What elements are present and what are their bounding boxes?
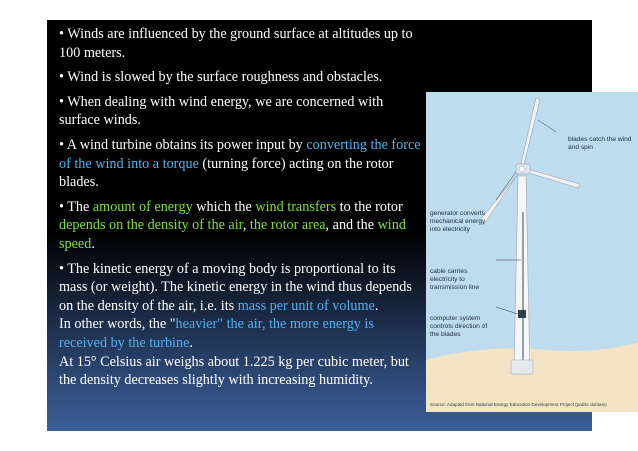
wind-turbine-figure [426,92,638,412]
bullet-4 [59,136,425,192]
tower [514,176,530,374]
bullet-text: . [91,235,95,252]
bullet-1 [59,25,425,62]
bullet-text: (turning force) acting on the rotor blades. [59,155,394,191]
bullet-text: • When dealing with wind energy, we are concerned with surface winds. [59,93,384,129]
leader-blades [538,120,556,132]
bullet-text: . [374,297,379,314]
tower-base [511,360,533,374]
bullet-text: amount of energy [92,198,193,215]
caption-computer: computer system controls direction of the blades [430,315,488,338]
bullet-text: • The kinetic energy of a moving body is proportional to its mass (or weight). The kinetic energy in the wind thus depends on the density of the air, i.e. its [59,260,412,314]
bullet-6 [59,260,425,390]
bullet-text: • Wind is slowed by the surface roughness and obstacles. [59,69,383,86]
bullet-text: the rotor area [249,217,326,234]
bullet-2 [59,68,425,87]
bullet-text: which the [192,198,256,215]
caption-generator: generator converts mechanical energy into electricity [430,210,486,233]
bullet-3 [59,93,425,130]
bullet-text: to the rotor [336,198,403,215]
bullet-text: depends on the density of the air [59,217,243,234]
figure-source: Source: Adapted from National Energy Education Development Project (public domain) [430,402,607,407]
bullet-text: In other words, the " [59,316,176,333]
slide [47,20,632,431]
leader-generator [496,172,516,200]
leader-computer [496,307,518,314]
bullet-text: , [242,217,250,234]
bullet-text: mass per unit of volume [237,297,375,314]
computer-box [518,310,526,318]
caption-blades: blades catch the wind and spin [568,136,632,151]
bullet-text: converting the force of the wind into a torque [59,136,421,172]
caption-cable: cable carries electricity to transmission line [430,268,480,291]
hub [519,166,525,172]
bullet-text: • The [59,198,93,215]
bullet-text: heavier" the air, the more energy is received by the turbine [59,316,374,351]
slide-text [59,25,425,396]
bullet-text: . [189,334,193,351]
blade-right [524,168,580,188]
bullet-5 [59,198,425,254]
bullet-text: wind speed [59,217,406,252]
blade-up [520,98,540,168]
bullet-text: • Winds are influenced by the ground surface at altitudes up to 100 meters. [59,26,413,61]
bullet-text: • A wind turbine obtains its power input by [59,136,307,153]
bullet-text: wind transfers [255,198,337,215]
bullet-text: At 15° Celsius air weighs about 1.225 kg per cubic meter, but the density decreases slightly with increasing humidity. [59,353,409,389]
bullet-text: , and the [325,217,378,234]
